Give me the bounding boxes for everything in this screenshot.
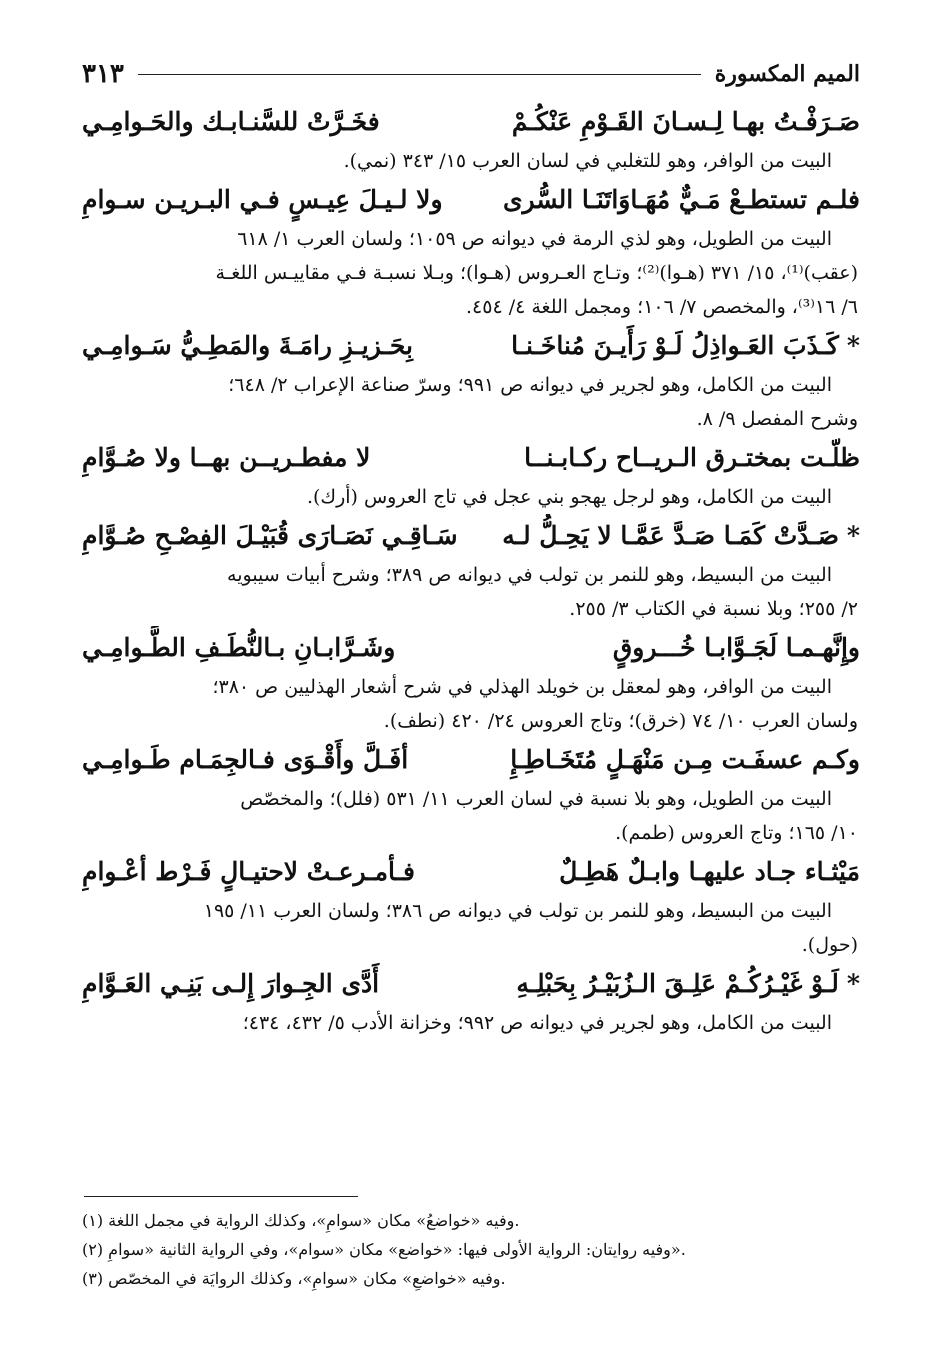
commentary-line: وشرح المفصل ٩/ ٨. bbox=[696, 408, 858, 430]
verse-commentary bbox=[82, 558, 860, 626]
footnote: (١) وفيه «خواضعُ» مكان «سوامِ»، وكذلك الرواية في مجمل اللغة. bbox=[82, 1211, 520, 1230]
first-hemistich: صَـرَفْـتُ بهـا لِـسـانَ القَـوْمِ عَنْكُـمْ bbox=[511, 107, 860, 136]
verse-entry bbox=[82, 436, 860, 514]
verse-line bbox=[82, 100, 860, 144]
verse-entry bbox=[82, 626, 860, 738]
second-hemistich: سَـاقِـي نَصَـارَى قُبَيْـلَ الفِصْـحِ صُـوَّامِ bbox=[82, 521, 458, 550]
first-hemistich: مَيْثـاء جـاد عليهـا وابـلٌ هَطِـلٌ bbox=[559, 857, 860, 886]
second-hemistich: بِحَـزيـزِ رامَـةَ والمَطِـيُّ سَـوامِـي bbox=[82, 331, 413, 360]
star-marker: * bbox=[846, 521, 860, 550]
commentary-line: البيت من الوافر، وهو للتغلبي في لسان العرب ١٥/ ٣٤٣ (نمي). bbox=[343, 150, 832, 172]
first-hemistich-group bbox=[503, 178, 860, 222]
commentary-line: ولسان العرب ١٠/ ٧٤ (خرق)؛ وتاج العروس ٢٤/ ٤٢٠ (نطف). bbox=[383, 710, 858, 732]
star-marker: * bbox=[846, 969, 860, 998]
commentary-line: البيت من الكامل، وهو لرجل يهجو بني عجل في تاج العروس (أرك). bbox=[306, 486, 832, 508]
commentary-line: (حول). bbox=[801, 934, 858, 956]
verse-entry bbox=[82, 738, 860, 850]
footnote: (٢) وفيه روايتان: الرواية الأولى فيها: «خواضع» مكان «سوام»، وفي الرواية الثانية «سوامِ». bbox=[82, 1240, 686, 1259]
first-hemistich: وإِنَّهـمـا لَجَـوَّابـا خُـــروقٍ bbox=[612, 633, 860, 662]
second-hemistich: أفَـلَّ وأَقْـوَى فـالجِمَـام طَـوامِـي bbox=[82, 745, 409, 774]
commentary-line: البيت من الكامل، وهو لجرير في ديوانه ص ٩٩١؛ وسرّ صناعة الإعراب ٢/ ٦٤٨؛ bbox=[228, 374, 832, 396]
commentary-line: البيت من البسيط، وهو للنمر بن تولب في ديوانه ص ٣٨٩؛ وشرح أبيات سيبويه bbox=[227, 564, 832, 586]
verse-line bbox=[82, 850, 860, 894]
first-hemistich-group bbox=[524, 436, 860, 480]
first-hemistich: صَـدَّتْ كَمَـا صَـدَّ عَمَّـا لا يَحِـلُّ لـه bbox=[502, 521, 839, 550]
first-hemistich: لَـوْ غَيْـرُكُـمْ عَلِـقَ الـزُبَيْـرُ بِحَبْلِـهِ bbox=[516, 969, 839, 998]
commentary-line: البيت من الطويل، وهو بلا نسبة في لسان العرب ١١/ ٥٣١ (فلل)؛ والمخصّص bbox=[240, 788, 832, 810]
page-number: ٣١٣ bbox=[82, 59, 124, 89]
verse-entries bbox=[82, 100, 860, 1040]
star-marker: * bbox=[846, 331, 860, 360]
commentary-line: البيت من الوافر، وهو لمعقل بن خويلد الهذلي في شرح أشعار الهذليين ص ٣٨٠؛ bbox=[212, 676, 832, 698]
verse-entry bbox=[82, 962, 860, 1040]
first-hemistich: كَـذَبَ العَـواذِلُ لَـوْ رَأَيـنَ مُناخَـنـا bbox=[511, 331, 839, 360]
first-hemistich: فلـم تستطـعْ مَـيٌّ مُهَـاوَاتَنَـا السُّرى bbox=[502, 185, 860, 214]
verse-entry bbox=[82, 324, 860, 436]
verse-commentary bbox=[82, 782, 860, 850]
verse-line bbox=[82, 514, 860, 558]
header-rule bbox=[138, 74, 701, 75]
verse-line bbox=[82, 436, 860, 480]
second-hemistich: ولا لـيـلَ عِيـسٍ فـي البـريـن سـوامِ bbox=[82, 185, 443, 214]
verse-line bbox=[82, 178, 860, 222]
verse-commentary bbox=[82, 222, 860, 324]
first-hemistich: ظلّـت بمختـرق الـريــاح ركـابـنــا bbox=[524, 443, 860, 472]
verse-commentary bbox=[82, 144, 860, 178]
commentary-line: ٢/ ٢٥٥؛ وبلا نسبة في الكتاب ٣/ ٢٥٥. bbox=[569, 598, 858, 620]
footnote: (٣) وفيه «خواضعِ» مكان «سوامِ»، وكذلك الروايَة في المخصّص. bbox=[82, 1269, 506, 1288]
first-hemistich-group bbox=[510, 738, 860, 782]
verse-line bbox=[82, 324, 860, 368]
commentary-line: (عقب)⁽¹⁾، ١٥/ ٣٧١ (هـوا)⁽²⁾؛ وتـاج العـروس (هـوا)؛ وبـلا نسبـة فـي مقاييـس اللغـة bbox=[215, 262, 858, 284]
verse-line bbox=[82, 738, 860, 782]
commentary-line: ٦/ ١٦⁽³⁾، والمخصص ٧/ ١٠٦؛ ومجمل اللغة ٤/ ٤٥٤. bbox=[465, 296, 858, 318]
verse-commentary bbox=[82, 894, 860, 962]
verse-commentary bbox=[82, 480, 860, 514]
first-hemistich-group bbox=[511, 324, 860, 368]
first-hemistich-group bbox=[512, 100, 860, 144]
second-hemistich: لا مفطـريــن بهــا ولا صُـوَّامِ bbox=[82, 443, 371, 472]
commentary-line: البيت من البسيط، وهو للنمر بن تولب في ديوانه ص ٣٨٦؛ ولسان العرب ١١/ ١٩٥ bbox=[203, 900, 832, 922]
first-hemistich: وكـم عسفَـت مِـن مَنْهَـلٍ مُتَخَـاطِـإِ bbox=[510, 745, 860, 774]
first-hemistich-group bbox=[502, 514, 860, 558]
commentary-line: البيت من الطويل، وهو لذي الرمة في ديوانه ص ١٠٥٩؛ ولسان العرب ١/ ٦١٨ bbox=[237, 228, 832, 250]
second-hemistich: فـأمـرعـتْ لاحتيـالٍ فَـرْط أعْـوامِ bbox=[82, 857, 415, 886]
second-hemistich: وشَـرَّابـانِ بـالنُّطَـفِ الطَّـوامِـي bbox=[82, 633, 396, 662]
verse-commentary bbox=[82, 1006, 860, 1040]
verse-entry bbox=[82, 850, 860, 962]
verse-entry bbox=[82, 514, 860, 626]
verse-commentary bbox=[82, 670, 860, 738]
second-hemistich: أَدَّى الجِـوارَ إِلـى بَنِـي العَـوَّامِ bbox=[82, 969, 380, 998]
verse-entry bbox=[82, 178, 860, 324]
page-header bbox=[82, 52, 860, 96]
first-hemistich-group bbox=[559, 850, 860, 894]
verse-line bbox=[82, 962, 860, 1006]
commentary-line: البيت من الكامل، وهو لجرير في ديوانه ص ٩٩٢؛ وخزانة الأدب ٥/ ٤٣٢، ٤٣٤؛ bbox=[242, 1012, 832, 1034]
footnote-separator bbox=[84, 1196, 358, 1197]
verse-line bbox=[82, 626, 860, 670]
second-hemistich: فخَـرَّتْ للسَّنـابـك والحَـوامِـي bbox=[82, 107, 380, 136]
footnotes bbox=[82, 1206, 860, 1293]
commentary-line: ١٠/ ١٦٥؛ وتاج العروس (طمم). bbox=[615, 822, 858, 844]
first-hemistich-group bbox=[516, 962, 860, 1006]
verse-commentary bbox=[82, 368, 860, 436]
first-hemistich-group bbox=[613, 626, 860, 670]
running-title: الميم المكسورة bbox=[714, 61, 860, 87]
verse-entry bbox=[82, 100, 860, 178]
